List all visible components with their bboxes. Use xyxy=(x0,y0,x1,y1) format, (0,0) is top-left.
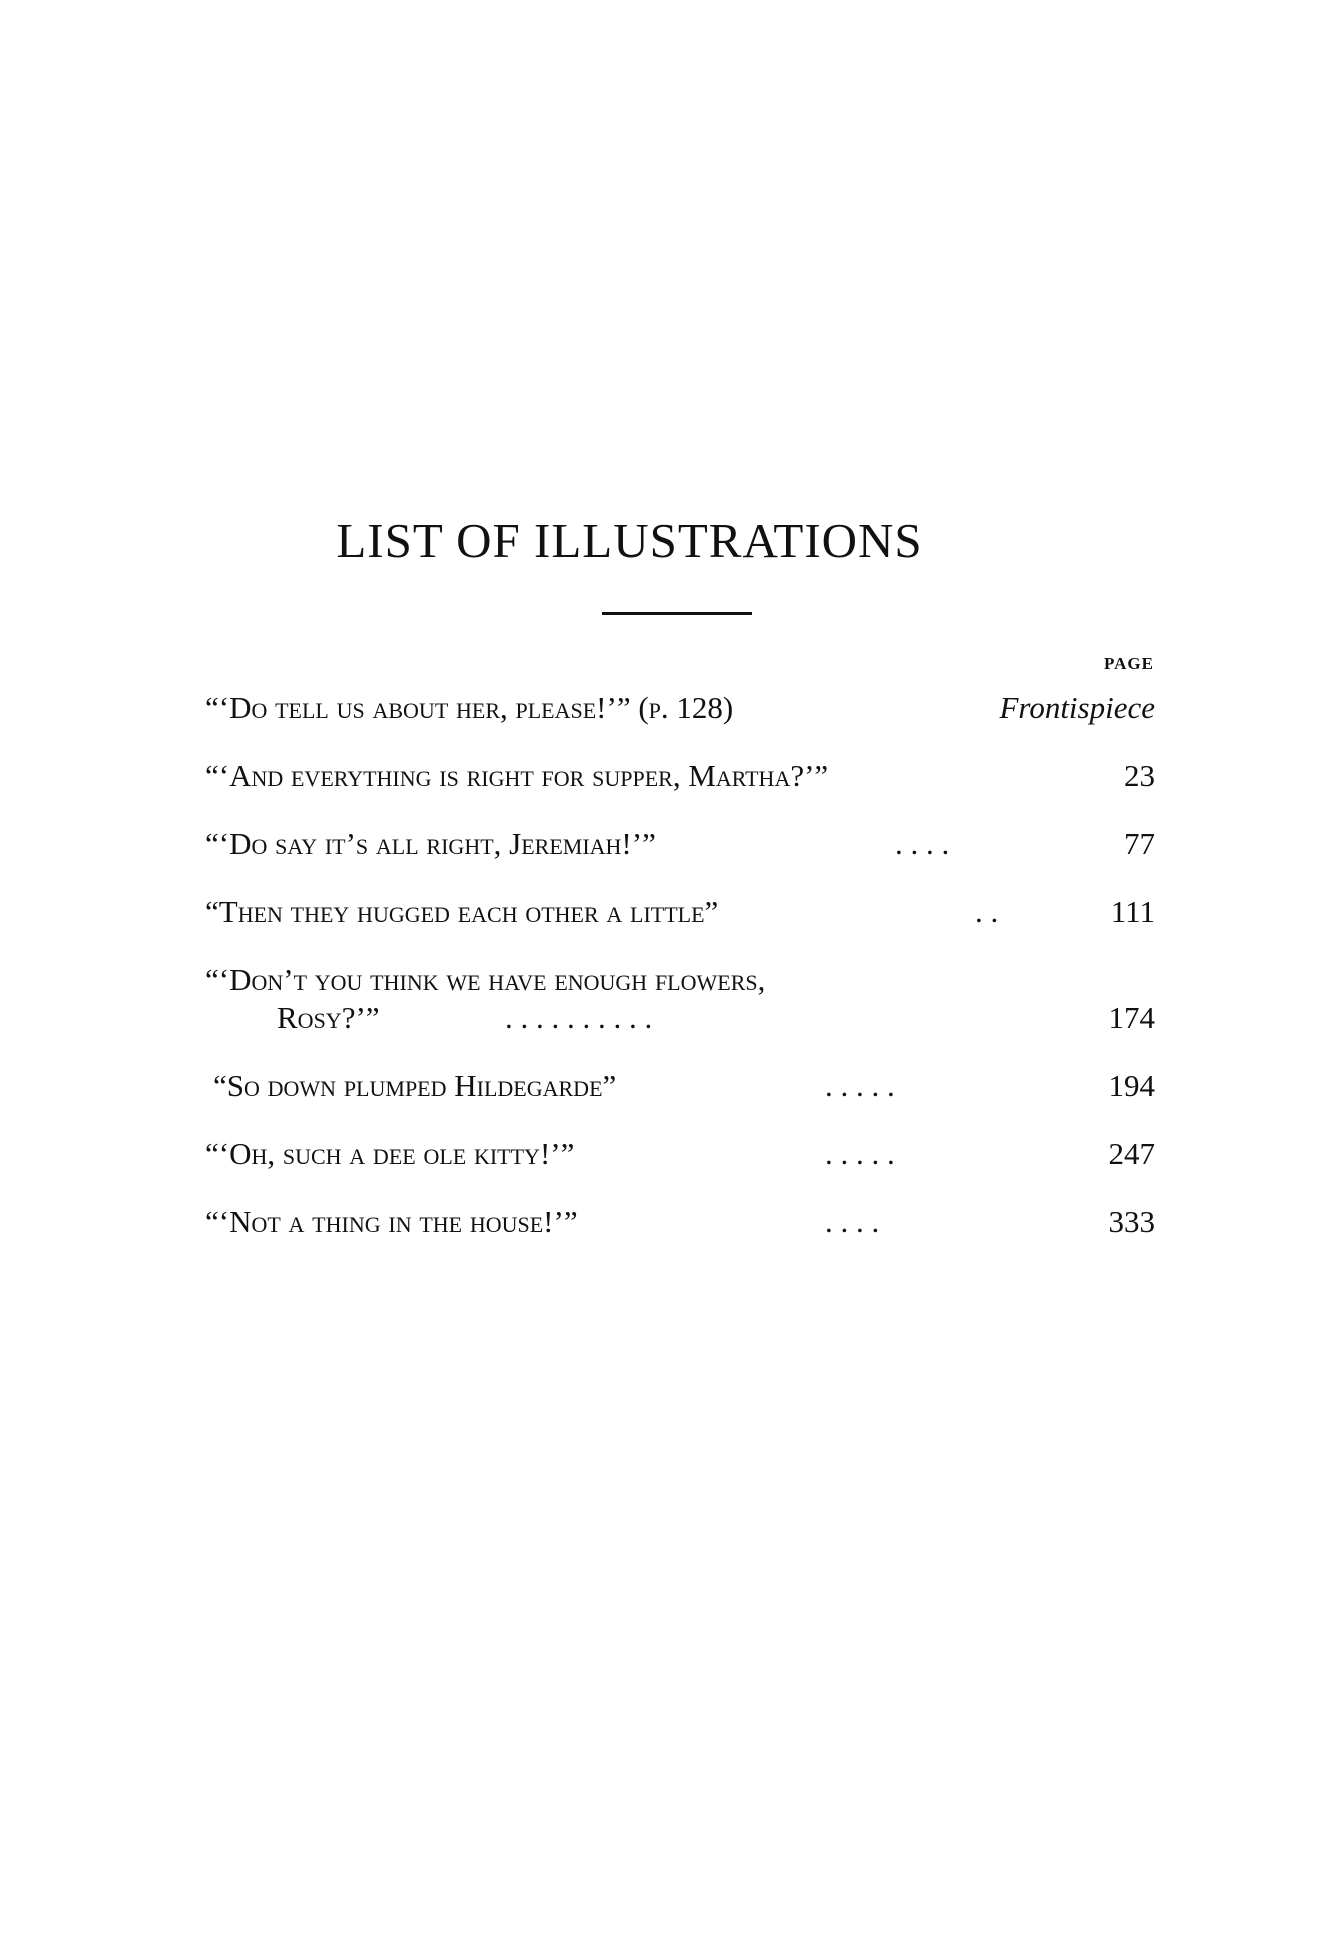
list-item xyxy=(205,960,1155,1066)
list-item xyxy=(205,892,1155,960)
page-column-header: PAGE xyxy=(1104,654,1154,673)
leader-dots: . . xyxy=(975,894,999,929)
leader-dots: . . . . . . . . . . xyxy=(505,1000,653,1035)
list-item xyxy=(205,824,1155,892)
illustration-page: 247 xyxy=(1108,1136,1155,1171)
illustration-page: 23 xyxy=(1124,758,1155,793)
leader-dots: . . . . . xyxy=(825,1136,895,1171)
illustration-page: 333 xyxy=(1108,1204,1155,1239)
list-item xyxy=(205,688,1155,756)
illustration-page: 174 xyxy=(1108,1000,1155,1035)
illustration-page: 111 xyxy=(1110,894,1155,929)
illustration-page: 194 xyxy=(1108,1068,1155,1103)
list-item xyxy=(205,1066,1155,1134)
illustration-caption: “‘Oh, such a dee ole kitty!’” xyxy=(205,1136,575,1171)
leader-dots: . . . . xyxy=(895,826,950,861)
illustration-caption: “‘Do tell us about her, please!’” (p. 128) xyxy=(205,690,734,725)
illustration-caption: “So down plumped Hildegarde” xyxy=(213,1068,617,1103)
page-title: LIST OF ILLUSTRATIONS xyxy=(336,513,923,568)
title-rule xyxy=(602,612,752,615)
illustration-page: 77 xyxy=(1124,826,1155,861)
illustration-caption: “‘And everything is right for supper, Martha?’” xyxy=(205,758,829,793)
illustration-caption: “‘Not a thing in the house!’” xyxy=(205,1204,578,1239)
list-item xyxy=(205,1202,1155,1270)
illustration-page: Frontispiece xyxy=(999,690,1155,725)
illustration-caption: “Then they hugged each other a little” xyxy=(205,894,719,929)
leader-dots: . . . . . xyxy=(825,1068,895,1103)
illustration-caption: “‘Do say it’s all right, Jeremiah!’” xyxy=(205,826,656,861)
list-item xyxy=(205,1134,1155,1202)
illustration-caption-continued: Rosy?’” xyxy=(277,1000,380,1035)
illustration-caption: “‘Don’t you think we have enough flowers, xyxy=(205,962,766,997)
leader-dots: . . . . xyxy=(825,1204,880,1239)
illustrations-list xyxy=(205,688,1155,1270)
list-item xyxy=(205,756,1155,824)
